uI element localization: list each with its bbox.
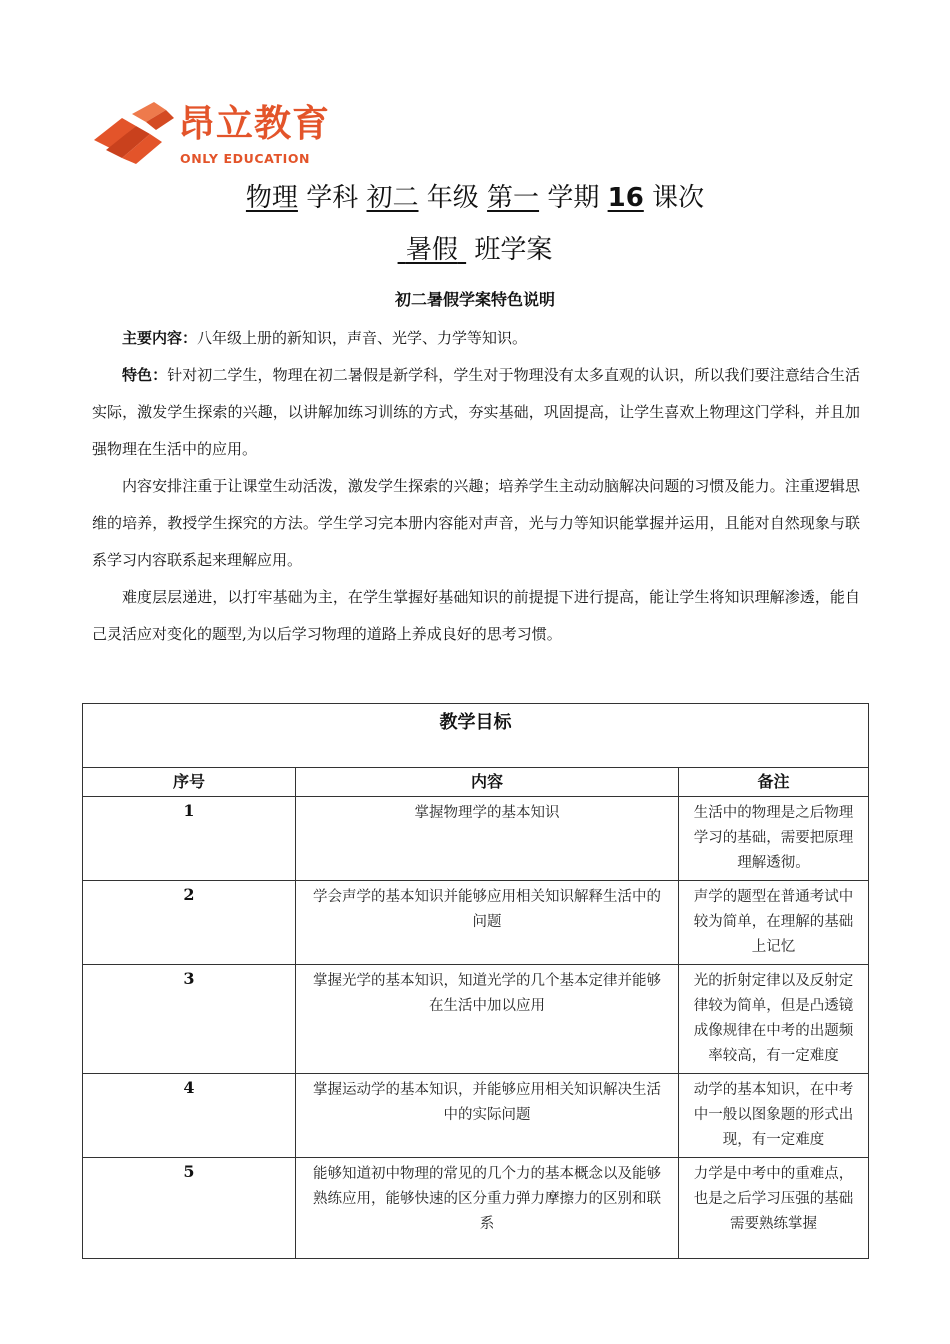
row-note: 生活中的物理是之后物理学习的基础，需要把原理理解透彻。 bbox=[679, 797, 869, 881]
title-term-label: 学期 bbox=[547, 183, 600, 213]
teaching-goals-table bbox=[82, 703, 869, 1259]
paragraph: 难度层层递进，以打牢基础为主，在学生掌握好基础知识的前提提下进行提高，能让学生将知识理解渗透，能自己灵活应对变化的题型,为以后学习物理的道路上养成良好的思考习惯。 bbox=[92, 588, 860, 643]
main-content-text: 八年级上册的新知识，声音、光学、力学等知识。 bbox=[197, 329, 528, 347]
row-number: 1 bbox=[83, 797, 296, 881]
row-number: 5 bbox=[83, 1158, 296, 1259]
paragraph: 内容安排注重于让课堂生动活泼，激发学生探索的兴趣；培养学生主动动脑解决问题的习惯及能力。注重逻辑思维的培养，教授学生探究的方法。学生学习完本册内容能对声音，光与力等知识能掌握并运用，且能对自然现象与联系学习内容联系起来理解应用。 bbox=[92, 477, 860, 569]
row-note: 力学是中考中的重难点，也是之后学习压强的基础需要熟练掌握 bbox=[679, 1158, 869, 1259]
title-subject-label: 学科 bbox=[306, 183, 359, 213]
row-content: 掌握物理学的基本知识 bbox=[296, 797, 679, 881]
document-subtitle-line bbox=[0, 230, 950, 270]
row-content: 学会声学的基本知识并能够应用相关知识解释生活中的问题 bbox=[296, 881, 679, 965]
row-content: 能够知道初中物理的常见的几个力的基本概念以及能够熟练应用，能够快速的区分重力弹力摩擦力的区别和联系 bbox=[296, 1158, 679, 1259]
features-label: 特色： bbox=[122, 366, 168, 384]
brand-logo bbox=[92, 100, 342, 170]
title-lesson-label: 课次 bbox=[652, 183, 705, 213]
row-note: 动学的基本知识，在中考中一般以图象题的形式出现，有一定难度 bbox=[679, 1074, 869, 1158]
row-note: 声学的题型在普通考试中较为简单，在理解的基础上记忆 bbox=[679, 881, 869, 965]
title-lesson-number: 16 bbox=[607, 183, 644, 213]
header-content: 内容 bbox=[296, 768, 679, 797]
features-text: 针对初二学生，物理在初二暑假是新学科，学生对于物理没有太多直观的认识，所以我们要注意结合生活实际，激发学生探索的兴趣，以讲解加练习训练的方式，夯实基础，巩固提高，让学生喜欢上物理这门学科，并且加强物理在生活中的应用。 bbox=[92, 366, 860, 458]
table-row bbox=[83, 1074, 869, 1158]
section-heading: 初二暑假学案特色说明 bbox=[394, 290, 555, 309]
row-content: 掌握运动学的基本知识，并能够应用相关知识解决生活中的实际问题 bbox=[296, 1074, 679, 1158]
title-season: 暑假 bbox=[405, 235, 458, 265]
main-content-paragraph bbox=[92, 320, 860, 357]
row-number: 4 bbox=[83, 1074, 296, 1158]
table-row bbox=[83, 797, 869, 881]
features-paragraph bbox=[92, 357, 860, 468]
row-number: 3 bbox=[83, 965, 296, 1074]
main-content-label: 主要内容： bbox=[122, 329, 198, 347]
title-grade: 初二 bbox=[366, 183, 419, 213]
table-header-row bbox=[83, 768, 869, 797]
brand-mark-icon bbox=[92, 100, 176, 166]
table-row bbox=[83, 965, 869, 1074]
document-title bbox=[0, 178, 950, 218]
header-number: 序号 bbox=[83, 768, 296, 797]
table-caption: 教学目标 bbox=[83, 704, 869, 768]
brand-name-en: ONLY EDUCATION bbox=[180, 151, 311, 166]
title-class-label: 班学案 bbox=[474, 235, 553, 265]
table-row bbox=[83, 881, 869, 965]
title-grade-label: 年级 bbox=[426, 183, 479, 213]
title-subject: 物理 bbox=[245, 183, 298, 213]
brand-name-cn: 昂立教育 bbox=[178, 102, 330, 145]
row-number: 2 bbox=[83, 881, 296, 965]
row-note: 光的折射定律以及反射定律较为简单，但是凸透镜成像规律在中考的出题频率较高，有一定难度 bbox=[679, 965, 869, 1074]
row-content: 掌握光学的基本知识，知道光学的几个基本定律并能够在生活中加以应用 bbox=[296, 965, 679, 1074]
intro-text bbox=[92, 320, 860, 653]
table-row bbox=[83, 1158, 869, 1259]
header-note: 备注 bbox=[679, 768, 869, 797]
title-term: 第一 bbox=[487, 183, 540, 213]
